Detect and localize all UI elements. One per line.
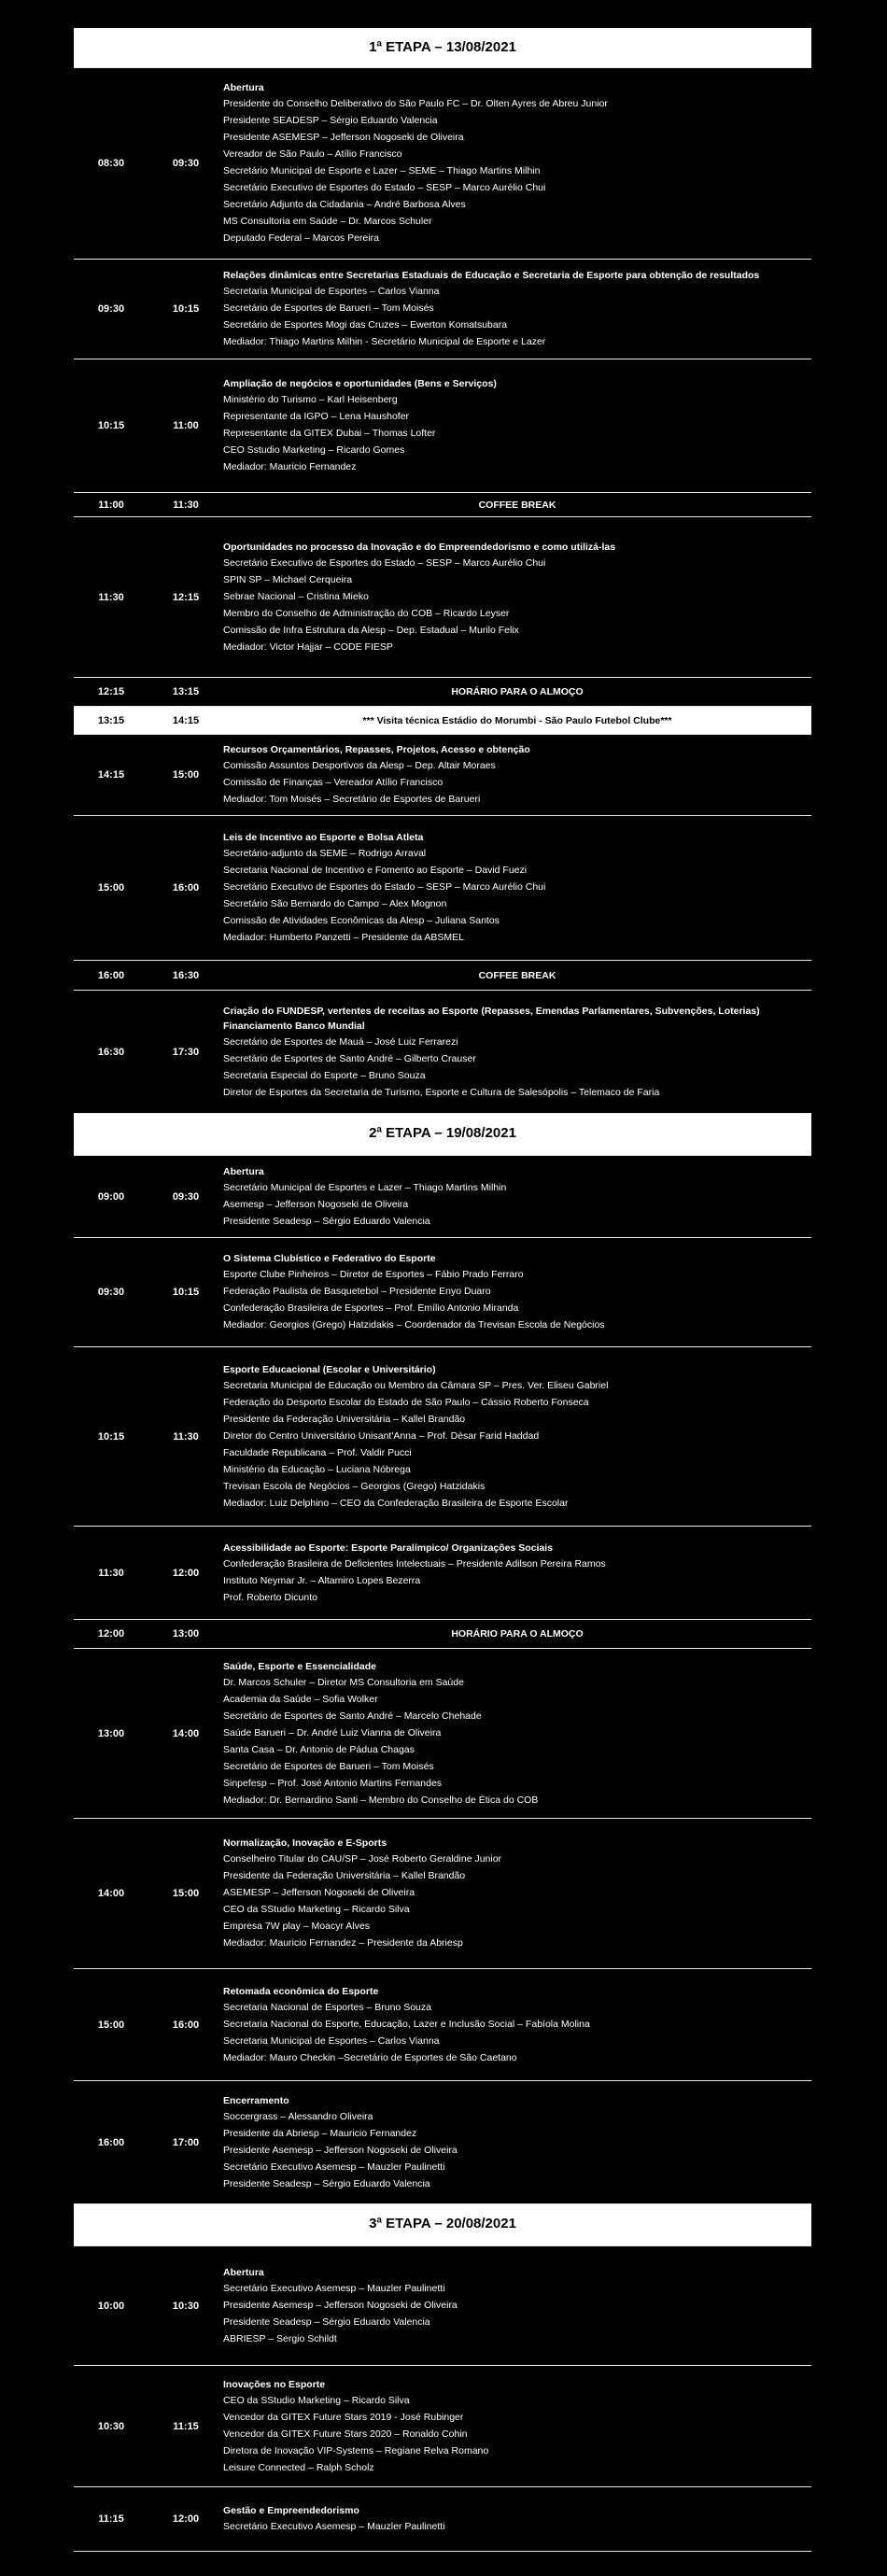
session-title: Esporte Educacional (Escolar e Universitário) [223, 1363, 436, 1375]
start-time: 11:30 [98, 1567, 124, 1579]
speaker-line: Comissão de Infra Estrutura da Alesp – Dep. Estadual – Murilo Felix [223, 624, 519, 636]
session-content [223, 2366, 804, 2486]
speaker-line: Prof. Roberto Dicunto [223, 1591, 317, 1603]
session-title: Inovações no Esporte [223, 2378, 326, 2390]
speaker-line: ABRIESP – Sergio Schildt [223, 2332, 337, 2344]
speaker-line: Esporte Clube Pinheiros – Diretor de Esportes – Fábio Prado Ferraro [223, 1269, 524, 1280]
session-title: Retomada econômica do Esporte [223, 1985, 379, 1997]
speaker-line: Representante da IGPO – Lena Haushofer [223, 411, 410, 422]
start-time: 11:30 [98, 591, 124, 603]
end-time: 15:00 [172, 1888, 200, 1899]
session-content [223, 2487, 804, 2551]
session-title: Acessibilidade ao Esporte: Esporte Paralímpico/ Organizações Sociais [223, 1541, 554, 1554]
speaker-line: Secretaria Nacional de Esportes – Bruno Souza [223, 2001, 431, 2013]
speaker-line: Secretaria Nacional do Esporte, Educação, Lazer e Inclusão Social – Fabíola Molina [223, 2018, 590, 2030]
session-row [74, 2486, 811, 2552]
session-row [74, 359, 811, 492]
speaker-line: Membro do Conselho de Administração do COB – Ricardo Leyser [223, 607, 510, 619]
speaker-line: Secretário de Esportes de Barueri – Tom Moisés [223, 303, 434, 314]
end-time: 14:15 [172, 714, 200, 726]
session-content [223, 1527, 804, 1619]
session-title: Saúde, Esporte e Essencialidade [223, 1660, 376, 1672]
start-time: 16:30 [97, 1046, 125, 1058]
end-time: 11:30 [173, 1430, 199, 1443]
speaker-line: Mediador: Georgios (Grego) Hatzidakis – Coordenador da Trevisan Escola de Negócios [223, 1319, 605, 1330]
end-time: 12:00 [172, 1567, 200, 1579]
speaker-line: Presidente Seadesp – Sérgio Eduardo Valencia [223, 2316, 430, 2328]
start-time: 10:00 [97, 2300, 125, 2312]
session-content [223, 816, 804, 960]
speaker-line: Secretaria Especial do Esporte – Bruno Souza [223, 1069, 426, 1081]
speaker-line: Empresa 7W play – Moacyr Alves [223, 1921, 370, 1932]
speaker-line: Vencedor da GITEX Future Stars 2019 - José Rubinger [223, 2411, 464, 2423]
speaker-line: Deputado Federal – Marcos Pereira [223, 232, 379, 244]
speaker-line: Secretário Executivo de Esportes do Estado – SESP – Marco Aurélio Chui [223, 182, 546, 193]
end-time: 11:30 [173, 499, 199, 511]
session-content [223, 991, 804, 1113]
start-time: 15:00 [97, 882, 125, 894]
start-time: 15:00 [97, 2019, 125, 2031]
session-row [74, 1155, 811, 1237]
break-label: HORÁRIO PARA O ALMOÇO [451, 686, 584, 697]
session-title: Ampliação de negócios e oportunidades (Bens e Serviços) [223, 378, 497, 389]
session-row [74, 259, 811, 359]
session-content [223, 359, 804, 492]
speaker-line: Presidente ASEMESP – Jefferson Nogoseki de Oliveira [223, 132, 464, 143]
speaker-line: Ministério da Educação – Luciana Nóbrega [223, 1463, 411, 1475]
speaker-line: Secretaria Municipal de Educação ou Membro da Câmara SP – Pres. Ver. Eliseu Gabriel [223, 1379, 609, 1391]
speaker-line: Secretário São Bernardo do Campo – Alex Mognon [223, 898, 447, 909]
speaker-line: Presidente Seadesp – Sérgio Eduardo Valencia [223, 2177, 430, 2189]
start-time: 09:00 [97, 1190, 125, 1203]
speaker-line: Mediador: Tom Moisés – Secretário de Esportes de Barueri [223, 794, 481, 805]
break-row [74, 492, 811, 516]
speaker-line: Faculdade Republicana – Prof. Valdir Pucci [223, 1446, 412, 1458]
speaker-line: Presidente SEADESP – Sérgio Eduardo Valencia [223, 115, 438, 126]
start-time: 09:30 [97, 303, 125, 315]
start-time: 11:15 [98, 2513, 124, 2525]
speaker-line: Dr. Marcos Schuler – Diretor MS Consultoria em Saúde [223, 1676, 464, 1688]
break-row [74, 960, 811, 990]
speaker-line: Secretário Municipal de Esporte e Lazer – SEME – Thiago Martins Milhin [223, 165, 541, 176]
start-time: 13:00 [97, 1727, 125, 1739]
speaker-line: Mediador: Mauricio Fernandez [223, 461, 357, 472]
session-content [223, 517, 804, 677]
session-content [223, 1238, 804, 1346]
start-time: 10:15 [97, 420, 125, 431]
start-time: 12:00 [97, 1628, 125, 1640]
event-schedule [74, 28, 811, 2552]
speaker-line: CEO da SStudio Marketing – Ricardo Silva [223, 2394, 410, 2406]
session-content [223, 1649, 804, 1818]
speaker-line: Presidente Asemesp – Jefferson Nogoseki de Oliveira [223, 2299, 458, 2311]
speaker-line: Vencedor da GITEX Future Stars 2020 – Ronaldo Cohin [223, 2428, 468, 2440]
speaker-line: Mediador: Mauricio Fernandez – Presidente da Abriesp [223, 1937, 463, 1949]
end-time: 14:00 [172, 1727, 200, 1739]
speaker-line: Asemesp – Jefferson Nogoseki de Oliveira [223, 1198, 409, 1210]
start-time: 13:15 [97, 714, 125, 726]
session-row [74, 1968, 811, 2080]
session-content [223, 1347, 804, 1526]
break-label: COFFEE BREAK [478, 499, 556, 511]
session-title: O Sistema Clubístico e Federativo do Esporte [223, 1253, 436, 1264]
end-time: 11:00 [173, 420, 199, 431]
session-row [74, 990, 811, 1114]
start-time: 14:00 [97, 1888, 125, 1899]
speaker-line: Presidente da Federação Universitária – Kallel Brandão [223, 1413, 466, 1425]
speaker-line: Mediador: Humberto Panzetti – Presidente da ABSMEL [223, 932, 464, 943]
end-time: 11:15 [173, 2420, 199, 2432]
speaker-line: Diretor do Centro Universitário Unisant'Anna – Prof. Dèsar Farid Haddad [223, 1429, 540, 1442]
end-time: 16:00 [172, 882, 200, 894]
speaker-line: Mediador: Dr. Bernardino Santi – Membro do Conselho de Ética do COB [223, 1794, 539, 1806]
speaker-line: Secretário de Esportes de Mauá – José Luiz Ferrarezi [223, 1035, 458, 1048]
end-time: 13:15 [172, 686, 200, 697]
speaker-line: Trevisan Escola de Negócios – Georgios (Grego) Hatzidakis [223, 1480, 486, 1492]
speaker-line: Presidente da Abriesp – Mauricio Fernandez [223, 2127, 417, 2139]
session-content [223, 1819, 804, 1968]
session-content [223, 1969, 804, 2080]
speaker-line: Secretaria Nacional de Incentivo e Fomento ao Esporte – David Fuezi [223, 865, 528, 876]
end-time: 15:00 [172, 769, 200, 781]
start-time: 12:15 [97, 686, 125, 697]
start-time: 09:30 [97, 1287, 125, 1298]
session-row [74, 1818, 811, 1968]
stage-header: 2ª ETAPA – 19/08/2021 [74, 1114, 811, 1155]
session-content [223, 1156, 804, 1237]
end-time: 09:30 [172, 158, 200, 169]
speaker-line: Secretário Executivo de Esportes do Estado – SESP – Marco Aurélio Chui [223, 556, 546, 569]
end-time: 17:00 [172, 2136, 200, 2148]
speaker-line: Sinpefesp – Prof. José Antonio Martins Fernandes [223, 1777, 443, 1789]
speaker-line: ASEMESP – Jefferson Nogoseki de Oliveira [223, 1887, 415, 1898]
speaker-line: Secretaria Municipal de Esportes – Carlos Vianna [223, 2034, 440, 2047]
speaker-line: Comissão de Atividades Econômicas da Alesp – Juliana Santos [223, 915, 500, 926]
session-title: Abertura [223, 82, 264, 93]
speaker-line: Instituto Neymar Jr. – Altamiro Lopes Bezerra [223, 1574, 421, 1586]
speaker-line: Conselheiro Titular do CAU/SP – José Roberto Geraldine Junior [223, 1853, 502, 1865]
speaker-line: Leisure Connected – Ralph Scholz [223, 2461, 374, 2473]
session-title: Criação do FUNDESP, vertentes de receitas ao Esporte (Repasses, Emendas Parlamentares, Subvenções, Loterias) Financiamento Banco Mundial [223, 1005, 760, 1032]
break-row [74, 677, 811, 706]
speaker-line: Presidente Asemesp – Jefferson Nogoseki de Oliveira [223, 2144, 458, 2156]
speaker-line: Santa Casa – Dr. Antonio de Pádua Chagas [223, 1743, 415, 1755]
speaker-line: Mediador: Luiz Delphino – CEO da Confederação Brasileira de Esporte Escolar [223, 1497, 569, 1509]
speaker-line: CEO Sstudio Marketing – Ricardo Gomes [223, 444, 405, 456]
speaker-line: Secretário Executivo Asemesp – Mauzler Paulinetti [223, 2521, 445, 2532]
session-title: Leis de Incentivo ao Esporte e Bolsa Atleta [223, 832, 424, 843]
session-title: Encerramento [223, 2094, 289, 2106]
end-time: 10:15 [172, 1287, 200, 1298]
speaker-line: Comissão Assuntos Desportivos da Alesp – Dep. Altair Moraes [223, 760, 496, 771]
end-time: 12:00 [172, 2513, 200, 2525]
stage-header: 1ª ETAPA – 13/08/2021 [74, 28, 811, 67]
speaker-line: Secretário Adjunto da Cidadania – André Barbosa Alves [223, 199, 466, 210]
speaker-line: Federação Paulista de Basquetebol – Presidente Enyo Duaro [223, 1286, 491, 1297]
speaker-line: Mediador: Mauro Checkin –Secretário de Esportes de São Caetano [223, 2051, 517, 2063]
stage-header: 3ª ETAPA – 20/08/2021 [74, 2204, 811, 2245]
start-time: 11:00 [98, 499, 124, 511]
start-time: 16:00 [97, 969, 125, 981]
speaker-line: Secretário Executivo Asemesp – Mauzler Paulinetti [223, 2161, 445, 2173]
end-time: 10:15 [172, 303, 200, 315]
session-row [74, 2365, 811, 2486]
speaker-line: Mediador: Thiago Martins Milhin - Secretário Municipal de Esporte e Lazer [223, 336, 546, 347]
session-content [223, 68, 804, 259]
session-title: Relações dinâmicas entre Secretarias Estaduais de Educação e Secretaria de Esporte para obtenção de resultados [223, 270, 760, 281]
speaker-line: Diretora de Inovação VIP-Systems – Regiane Relva Romano [223, 2444, 489, 2456]
speaker-line: Presidente da Federação Universitária – Kallel Brandão [223, 1870, 466, 1881]
session-row [74, 1648, 811, 1818]
speaker-line: Secretário de Esportes Mogi das Cruzes – Ewerton Komatsubara [223, 319, 508, 331]
end-time: 09:30 [172, 1190, 200, 1203]
break-label: COFFEE BREAK [478, 969, 556, 981]
session-title: Abertura [223, 1165, 264, 1177]
speaker-line: Secretaria Municipal de Esportes – Carlos Vianna [223, 286, 440, 297]
end-time: 16:00 [172, 2019, 200, 2031]
break-row [74, 1619, 811, 1648]
session-content [223, 735, 804, 815]
start-time: 16:00 [97, 2136, 125, 2148]
session-row [74, 2245, 811, 2365]
session-row [74, 1237, 811, 1346]
session-row [74, 67, 811, 259]
session-content [223, 260, 804, 359]
start-time: 10:15 [97, 1430, 125, 1443]
end-time: 16:30 [172, 969, 200, 981]
session-title: Gestão e Empreendedorismo [223, 2505, 359, 2516]
session-row [74, 1346, 811, 1526]
speaker-line: Secretário de Esportes de Santo André – Marcelo Chehade [223, 1710, 482, 1722]
speaker-line: Vereador de São Paulo – Atílio Francisco [223, 148, 402, 160]
speaker-line: Secretário Executivo de Esportes do Estado – SESP – Marco Aurélio Chui [223, 881, 546, 893]
end-time: 12:15 [172, 591, 200, 603]
end-time: 10:30 [172, 2300, 200, 2312]
speaker-line: Confederação Brasileira de Deficientes Intelectuais – Presidente Adilson Pereira Ramos [223, 1557, 606, 1570]
break-label: *** Visita técnica Estádio do Morumbi - São Paulo Futebol Clube*** [362, 714, 672, 726]
end-time: 17:30 [172, 1046, 200, 1058]
speaker-line: Comissão de Finanças – Vereador Atílio Francisco [223, 777, 444, 788]
speaker-line: Secretário Municipal de Esportes e Lazer – Thiago Martins Milhin [223, 1181, 507, 1193]
speaker-line: MS Consultoria em Saúde – Dr. Marcos Schuler [223, 216, 432, 227]
end-time: 13:00 [172, 1628, 200, 1640]
speaker-line: SPIN SP – Michael Cerqueira [223, 573, 353, 585]
speaker-line: Ministério do Turismo – Karl Heisenberg [223, 394, 398, 405]
session-row [74, 734, 811, 815]
speaker-line: Secretário de Esportes de Santo André – Gilberto Crauser [223, 1052, 476, 1064]
break-label: HORÁRIO PARA O ALMOÇO [451, 1628, 584, 1640]
speaker-line: Representante da GITEX Dubai – Thomas Lofter [223, 428, 436, 439]
session-content [223, 2081, 804, 2203]
speaker-line: Soccergrass – Alessandro Oliveira [223, 2110, 373, 2122]
speaker-line: Sebrae Nacional – Cristina Mieko [223, 590, 369, 602]
speaker-line: Secretário Executivo Asemesp – Mauzler Paulinetti [223, 2282, 445, 2294]
session-content [223, 2246, 804, 2365]
session-row [74, 1526, 811, 1619]
session-title: Normalização, Inovação e E-Sports [223, 1837, 387, 1849]
break-row [74, 706, 811, 734]
speaker-line: CEO da SStudio Marketing – Ricardo Silva [223, 1904, 410, 1915]
speaker-line: Academia da Saúde – Sofia Wolker [223, 1693, 378, 1705]
session-row [74, 815, 811, 960]
speaker-line: Federação do Desporto Escolar do Estado de São Paulo – Cássio Roberto Fonseca [223, 1396, 589, 1408]
session-row [74, 2080, 811, 2204]
speaker-line: Secretário de Esportes de Barueri – Tom Moisés [223, 1760, 434, 1772]
speaker-line: Presidente Seadesp – Sérgio Eduardo Valencia [223, 1215, 430, 1227]
session-row [74, 516, 811, 677]
speaker-line: Presidente do Conselho Deliberativo do São Paulo FC – Dr. Olten Ayres de Abreu Junior [223, 98, 608, 109]
session-title: Oportunidades no processo da Inovação e do Empreendedorismo e como utilizá-las [223, 541, 616, 553]
start-time: 10:30 [97, 2420, 125, 2432]
speaker-line: Mediador: Victor Hajjar – CODE FIESP [223, 640, 393, 653]
session-title: Abertura [223, 2266, 264, 2278]
speaker-line: Secretário-adjunto da SEME – Rodrigo Arraval [223, 848, 427, 859]
start-time: 14:15 [97, 769, 125, 781]
speaker-line: Saúde Barueri – Dr. André Luiz Vianna de Oliveira [223, 1726, 442, 1738]
session-title: Recursos Orçamentários, Repasses, Projetos, Acesso e obtenção [223, 744, 530, 755]
start-time: 08:30 [97, 158, 125, 169]
speaker-line: Confederação Brasileira de Esportes – Prof. Emílio Antonio Miranda [223, 1302, 519, 1314]
speaker-line: Diretor de Esportes da Secretaria de Turismo, Esporte e Cultura de Salesópolis – Telemaco de Faria [223, 1086, 660, 1098]
